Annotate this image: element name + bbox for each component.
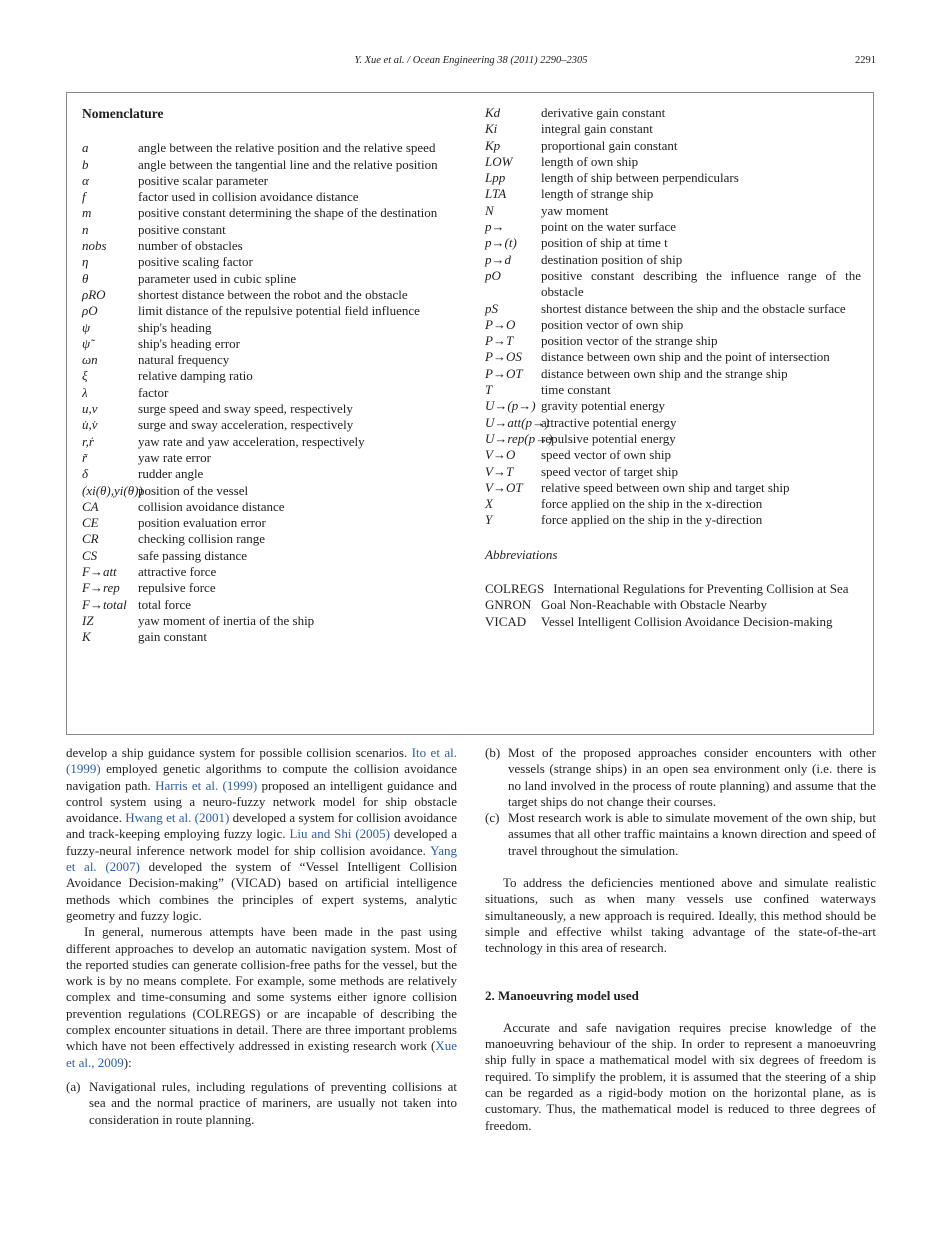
nomenclature-row — [82, 515, 458, 531]
nomenclature-row — [82, 548, 458, 564]
citation-link[interactable]: Harris et al. (1999) — [155, 777, 258, 793]
paragraph-deficiencies: To address the deficiencies mentioned above and simulate realistic situations, such as when many vessels use confined waterways simultaneously, a new approach is required. Ideally, this method should be simple and effective whilst taking advantage of the state-of-the-art technology in this area of research. — [485, 875, 876, 956]
definition: force applied on the ship in the x-direction — [541, 496, 763, 512]
nomenclature-row — [82, 336, 458, 352]
symbol: CR — [82, 531, 99, 547]
abbreviations-title: Abbreviations — [485, 546, 558, 562]
symbol: p→(t) — [485, 235, 517, 251]
nomenclature-row — [485, 496, 861, 512]
definition: repulsive force — [138, 580, 216, 596]
symbol: b — [82, 156, 89, 172]
nomenclature-row — [82, 597, 458, 613]
abbreviation-row — [485, 581, 861, 597]
nomenclature-row — [82, 140, 458, 156]
definition: natural frequency — [138, 352, 230, 368]
definition: position of the vessel — [138, 482, 249, 498]
nomenclature-row — [82, 564, 458, 580]
definition: attractive potential energy — [541, 414, 677, 430]
definition: factor — [138, 384, 169, 400]
section-heading: 2. Manoeuvring model used — [485, 987, 639, 1003]
list-label-a: (a) — [66, 1078, 81, 1094]
nomenclature-row — [485, 138, 861, 154]
symbol: Y — [485, 512, 493, 528]
symbol: ρO — [82, 303, 98, 319]
definition: yaw moment of inertia of the ship — [138, 612, 315, 628]
text-run: developed a system for collision avoidance and track-keeping employing fuzzy logic. — [66, 810, 457, 842]
definition: parameter used in cubic spline — [138, 270, 297, 286]
nomenclature-row — [485, 154, 861, 170]
definition: positive constant — [138, 221, 226, 237]
abbreviation-definition: Goal Non-Reachable with Obstacle Nearby — [541, 597, 767, 613]
symbol: pS — [485, 300, 498, 316]
abbreviation-definition: Vessel Intelligent Collision Avoidance Decision-making — [541, 613, 833, 629]
abbreviation-row — [485, 614, 861, 630]
definition: angle between the relative position and the relative speed — [138, 140, 436, 156]
nomenclature-right-list — [485, 105, 861, 529]
symbol: θ — [82, 270, 89, 286]
definition: positive constant describing the influence range of the obstacle — [541, 267, 861, 300]
abbreviations-list — [485, 581, 861, 630]
nomenclature-row — [485, 268, 861, 301]
definition: derivative gain constant — [541, 105, 666, 120]
nomenclature-row — [82, 205, 458, 221]
nomenclature-row — [82, 238, 458, 254]
nomenclature-row — [82, 483, 458, 499]
definition: positive scaling factor — [138, 254, 253, 270]
symbol: N — [485, 202, 494, 218]
symbol: LTA — [485, 186, 507, 202]
nomenclature-row — [485, 121, 861, 137]
definition: point on the water surface — [541, 219, 677, 235]
definition: shortest distance between the ship and the obstacle surface — [541, 300, 846, 316]
symbol: P→O — [485, 316, 516, 332]
text-run: developed a fuzzy-neural inference network model for ship collision avoidance. — [66, 826, 457, 858]
definition: speed vector of own ship — [541, 447, 671, 463]
nomenclature-row — [82, 613, 458, 629]
symbol: u̇,v̇ — [82, 417, 98, 433]
nomenclature-row — [485, 382, 861, 398]
symbol: p→d — [485, 251, 511, 267]
definition: gain constant — [138, 629, 207, 645]
definition: length of own ship — [541, 153, 639, 169]
definition: repulsive potential energy — [541, 430, 676, 446]
symbol: η — [82, 254, 89, 270]
symbol: ρRO — [82, 286, 106, 302]
symbol: V→O — [485, 447, 516, 463]
definition: limit distance of the repulsive potential field influence — [138, 303, 420, 319]
page-number: 2291 — [855, 55, 876, 66]
nomenclature-row — [82, 189, 458, 205]
nomenclature-row — [82, 629, 458, 645]
nomenclature-row — [82, 254, 458, 270]
definition: speed vector of target ship — [541, 463, 678, 479]
symbol: nobs — [82, 238, 107, 254]
symbol: ξ — [82, 368, 88, 384]
symbol: Kp — [485, 137, 501, 153]
definition: proportional gain constant — [541, 137, 678, 153]
symbol: ψ — [82, 319, 91, 335]
nomenclature-row — [82, 499, 458, 515]
nomenclature-row — [82, 303, 458, 319]
definition: position vector of the strange ship — [541, 333, 718, 349]
nomenclature-row — [485, 512, 861, 528]
paragraph-manoeuvring: Accurate and safe navigation requires precise knowledge of the manoeuvring behaviour of the ship. In order to represent a manoeuvring ship fully in space a mathematical model with six degrees of freedom is required. To simplify the problem, it is assumed that the steering of a ship can be regarded as a rigid-body motion on the horizontal plane, as is customary. Thus, the mathematical model is reduced to three degrees of freedom. — [485, 1019, 876, 1133]
nomenclature-row — [82, 385, 458, 401]
nomenclature-row — [82, 287, 458, 303]
list-label-c: (c) — [485, 810, 500, 826]
text-run: employed genetic algorithms to compute the collision avoidance navigation path. — [66, 761, 457, 793]
definition: distance between own ship and the point of intersection — [541, 349, 830, 365]
nomenclature-row — [82, 580, 458, 596]
definition: length of strange ship — [541, 186, 654, 202]
nomenclature-row — [485, 252, 861, 268]
symbol: U→rep(p→) — [485, 430, 553, 446]
text-run: developed the system of “Vessel Intelligent Collision Avoidance Decision-making” (VICAD) based on artificial intelligence methods which combines the principles of expert systems, analytic geometry and fuzzy logic. — [66, 859, 458, 923]
definition: relative speed between own ship and target ship — [541, 479, 790, 495]
nomenclature-row — [485, 170, 861, 186]
list-text-b: Most of the proposed approaches consider encounters with other vessels (strange ships) in an open sea environment only (i.e. there is no land involved in the process of route planning) and assume that the target ships do not change their courses. — [508, 745, 876, 809]
nomenclature-row — [82, 368, 458, 384]
definition: position evaluation error — [138, 515, 266, 531]
nomenclature-row — [82, 466, 458, 482]
symbol: p→ — [485, 219, 505, 235]
definition: collision avoidance distance — [138, 498, 285, 514]
nomenclature-row — [485, 464, 861, 480]
symbol: X — [485, 496, 493, 512]
list-item-b — [485, 745, 876, 810]
symbol: CA — [82, 498, 99, 514]
list-label-b: (b) — [485, 745, 501, 760]
nomenclature-row — [82, 320, 458, 336]
definition: force applied on the ship in the y-direction — [541, 512, 763, 528]
symbol: a — [82, 140, 89, 156]
body-right-column — [485, 745, 876, 1134]
definition: positive scalar parameter — [138, 172, 268, 188]
nomenclature-row — [82, 417, 458, 433]
nomenclature-left-list — [82, 140, 458, 645]
citation-link[interactable]: Yang et al. (2007) — [66, 842, 457, 875]
symbol: r,ṙ — [82, 433, 94, 449]
abbreviation: VICAD — [485, 613, 527, 629]
citation-link[interactable]: Xue et al., 2009 — [66, 1038, 457, 1070]
symbol: U→(p→) — [485, 398, 536, 414]
definition: number of obstacles — [138, 238, 243, 254]
text-run: develop a ship guidance system for possible collision scenarios. — [66, 745, 412, 760]
symbol: r̃ — [82, 449, 88, 465]
nomenclature-row — [82, 271, 458, 287]
nomenclature-row — [82, 352, 458, 368]
nomenclature-row — [485, 317, 861, 333]
definition: angle between the tangential line and the relative position — [138, 156, 438, 172]
definition: distance between own ship and the strange ship — [541, 365, 788, 381]
abbreviation: COLREGS — [485, 581, 545, 597]
nomenclature-row — [82, 222, 458, 238]
symbol: U→att(p→) — [485, 414, 550, 430]
text-run: proposed an intelligent guidance and control system using a neuro-fuzzy network model for ship obstacle avoidance. — [66, 777, 457, 826]
symbol: n — [82, 221, 89, 237]
nomenclature-row — [485, 235, 861, 251]
nomenclature-row — [485, 349, 861, 365]
symbol: LOW — [485, 153, 513, 169]
nomenclature-row — [82, 401, 458, 417]
symbol: CE — [82, 515, 99, 531]
nomenclature-box — [66, 92, 874, 735]
definition: rudder angle — [138, 466, 204, 482]
symbol: V→T — [485, 463, 514, 479]
definition: attractive force — [138, 564, 217, 580]
nomenclature-row — [485, 105, 861, 121]
symbol: Lpp — [485, 170, 506, 186]
nomenclature-row — [485, 398, 861, 414]
nomenclature-row — [82, 173, 458, 189]
definition: destination position of ship — [541, 251, 683, 267]
nomenclature-row — [82, 450, 458, 466]
definition: yaw rate and yaw acceleration, respectively — [138, 433, 365, 449]
nomenclature-title: Nomenclature — [82, 106, 164, 121]
list-item-c — [485, 810, 876, 859]
list-item-a — [66, 1079, 457, 1128]
definition: surge and sway acceleration, respectively — [138, 417, 354, 433]
symbol: λ — [82, 384, 88, 400]
symbol: u,v — [82, 401, 98, 417]
symbol: V→OT — [485, 479, 523, 495]
symbol: f — [82, 189, 86, 205]
definition: positive constant determining the shape of the destination — [138, 205, 438, 221]
text-run: ): — [123, 1054, 132, 1070]
nomenclature-row — [485, 431, 861, 447]
paragraph-related-work — [66, 745, 457, 924]
definition: relative damping ratio — [138, 368, 253, 384]
symbol: pO — [485, 267, 501, 283]
symbol: T — [485, 382, 493, 398]
definition: time constant — [541, 382, 611, 398]
symbol: F→att — [82, 564, 117, 580]
definition: gravity potential energy — [541, 398, 665, 414]
definition: ship's heading — [138, 319, 212, 335]
nomenclature-row — [82, 531, 458, 547]
definition: total force — [138, 596, 192, 612]
nomenclature-row — [485, 415, 861, 431]
symbol: ψ̃ — [82, 335, 91, 351]
page-header — [66, 55, 876, 71]
symbol: P→T — [485, 333, 514, 349]
citation-link[interactable]: Liu and Shi (2005) — [289, 826, 390, 842]
symbol: ωn — [82, 352, 98, 368]
nomenclature-right-column — [485, 105, 861, 630]
symbol: CS — [82, 547, 98, 563]
paragraph-general-attempts — [66, 924, 457, 1071]
definition: position of ship at time t — [541, 235, 668, 251]
symbol: Ki — [485, 121, 498, 137]
nomenclature-row — [82, 157, 458, 173]
nomenclature-row — [485, 447, 861, 463]
abbreviation-definition: International Regulations for Preventing Collision at Sea — [553, 581, 849, 597]
definition: integral gain constant — [541, 121, 653, 137]
symbol: P→OS — [485, 349, 522, 365]
nomenclature-row — [485, 301, 861, 317]
nomenclature-row — [82, 434, 458, 450]
abbreviation-row — [485, 597, 861, 613]
text-run: In general, numerous attempts have been made in the past using different approaches to develop an automatic navigation system. Most of the reported studies can generate collision-free paths for the vessel, but the work is by no means complete. For example, some methods are relatively complex and time-consuming and some systems either ignore collision prevention regulations (COLREGS) or are incapable of describing the complex encounter situations in detail. There are three important problems which have not been effectively addressed in existing research work ( — [66, 924, 457, 1054]
citation-link[interactable]: Ito et al. (1999) — [66, 745, 457, 777]
nomenclature-row — [485, 219, 861, 235]
list-text-a: Navigational rules, including regulations of preventing collisions at sea and the normal practice of mariners, are usually not taken into consideration in route planning. — [89, 1078, 457, 1127]
nomenclature-row — [485, 480, 861, 496]
journal-citation: Y. Xue et al. / Ocean Engineering 38 (2011) 2290–2305 — [354, 55, 588, 66]
body-left-column — [66, 745, 457, 1128]
abbreviation: GNRON — [485, 597, 532, 613]
nomenclature-row — [485, 203, 861, 219]
symbol: (xi(θ),yi(θ)) — [82, 482, 143, 498]
definition: checking collision range — [138, 531, 266, 547]
definition: position vector of own ship — [541, 316, 684, 332]
definition: safe passing distance — [138, 547, 248, 563]
definition: ship's heading error — [138, 335, 240, 351]
definition: yaw moment — [541, 202, 609, 218]
definition: yaw rate error — [138, 449, 211, 465]
nomenclature-row — [485, 186, 861, 202]
symbol: Kd — [485, 105, 501, 120]
symbol: IZ — [82, 612, 94, 628]
definition: shortest distance between the robot and the obstacle — [138, 286, 408, 302]
list-text-c: Most research work is able to simulate movement of the own ship, but assumes that all other traffic maintains a known direction and speed of travel throughout the simulation. — [508, 810, 876, 858]
nomenclature-row — [485, 366, 861, 382]
symbol: α — [82, 172, 89, 188]
symbol: P→OT — [485, 365, 523, 381]
definition: length of ship between perpendiculars — [541, 170, 739, 186]
symbol: F→total — [82, 596, 127, 612]
nomenclature-row — [485, 333, 861, 349]
citation-link[interactable]: Hwang et al. (2001) — [125, 810, 230, 826]
symbol: δ — [82, 466, 89, 482]
definition: factor used in collision avoidance distance — [138, 189, 359, 205]
symbol: F→rep — [82, 580, 120, 596]
definition: surge speed and sway speed, respectively — [138, 401, 353, 417]
symbol: K — [82, 629, 91, 645]
symbol: m — [82, 205, 92, 221]
nomenclature-left-column — [82, 105, 458, 646]
